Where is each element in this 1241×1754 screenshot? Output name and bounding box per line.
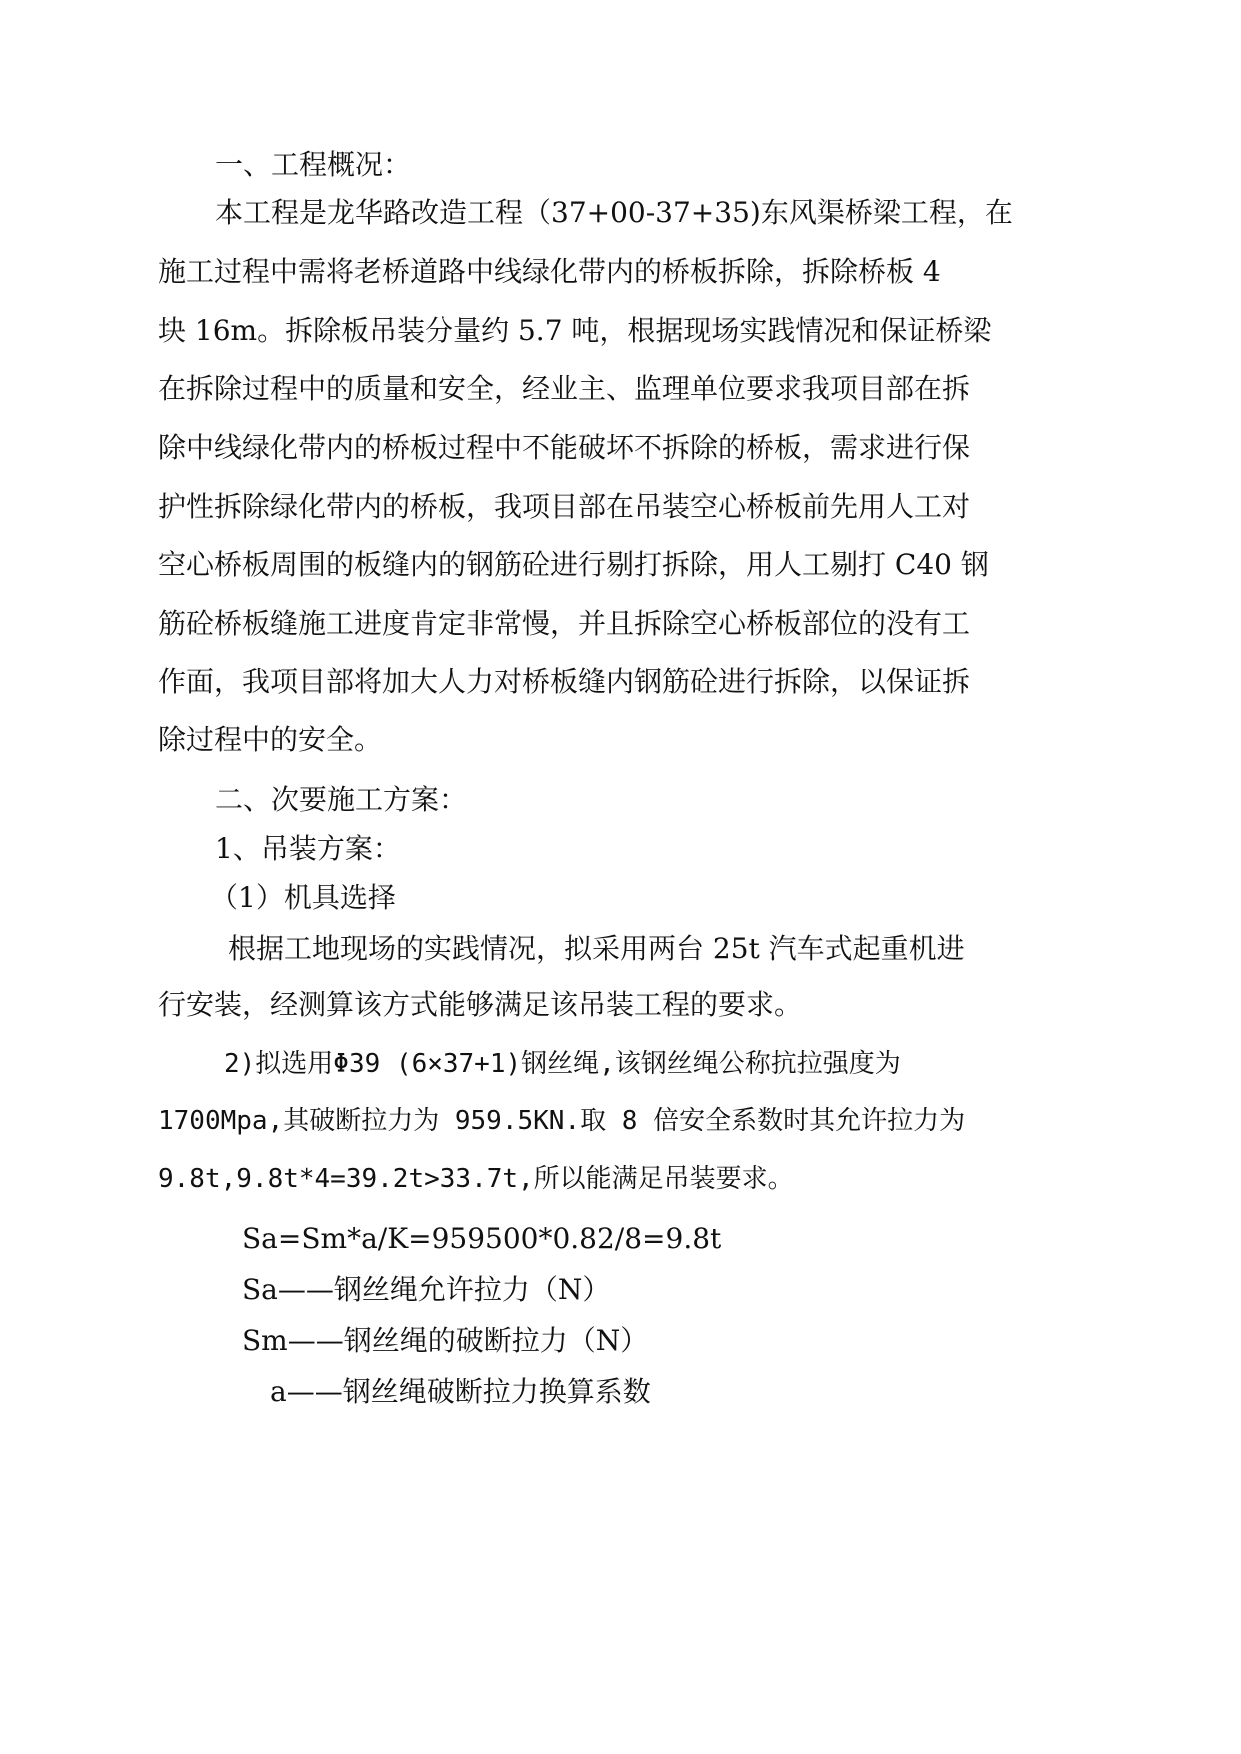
section1-line-2: 施工过程中需将老桥道路中线绿化带内的桥板拆除，拆除桥板 4 bbox=[158, 255, 941, 288]
sub1-item1-line-2: 行安装，经测算该方式能够满足该吊装工程的要求。 bbox=[158, 988, 803, 1021]
sub1-heading: 1、吊装方案： bbox=[215, 832, 401, 865]
section1-line-5: 除中线绿化带内的桥板过程中不能破坏不拆除的桥板，需求进行保 bbox=[158, 431, 971, 464]
sub1-item2-line-2: 1700Mpa,其破断拉力为 959.5KN.取 8 倍安全系数时其允许拉力为 bbox=[158, 1106, 966, 1136]
section1-line-7: 空心桥板周围的板缝内的钢筋砼进行剔打拆除，用人工剔打 C40 钢 bbox=[158, 548, 989, 581]
sub1-item2-line-3: 9.8t,9.8t*4=39.2t>33.7t,所以能满足吊装要求。 bbox=[158, 1164, 794, 1194]
section1-line-10: 除过程中的安全。 bbox=[158, 723, 383, 756]
section1-line-6: 护性拆除绿化带内的桥板，我项目部在吊装空心桥板前先用人工对 bbox=[158, 490, 971, 523]
section1-line-1: 本工程是龙华路改造工程（37+00-37+35)东风渠桥梁工程，在 bbox=[215, 196, 1013, 229]
section1-heading: 一、工程概况： bbox=[215, 148, 412, 181]
definition-sm: Sm——钢丝绳的破断拉力（N） bbox=[242, 1324, 649, 1357]
section1-line-8: 筋砼桥板缝施工进度肯定非常慢，并且拆除空心桥板部位的没有工 bbox=[158, 607, 971, 640]
section1-line-4: 在拆除过程中的质量和安全，经业主、监理单位要求我项目部在拆 bbox=[158, 372, 971, 405]
sub1-item1-heading: （1）机具选择 bbox=[210, 881, 396, 914]
section1-line-3: 块 16m。拆除板吊装分量约 5.7 吨，根据现场实践情况和保证桥梁 bbox=[158, 314, 992, 347]
sub1-item1-line-1: 根据工地现场的实践情况，拟采用两台 25t 汽车式起重机进 bbox=[228, 932, 965, 965]
formula: Sa=Sm*a/K=959500*0.82/8=9.8t bbox=[242, 1222, 722, 1255]
section1-line-9: 作面，我项目部将加大人力对桥板缝内钢筋砼进行拆除，以保证拆 bbox=[158, 665, 971, 698]
definition-sa: Sa——钢丝绳允许拉力（N） bbox=[242, 1273, 611, 1306]
section2-heading: 二、次要施工方案： bbox=[215, 783, 468, 816]
sub1-item2-line-1: 2)拟选用Φ39 (6×37+1)钢丝绳,该钢丝绳公称抗拉强度为 bbox=[224, 1049, 901, 1079]
definition-a: a——钢丝绳破断拉力换算系数 bbox=[270, 1375, 651, 1408]
